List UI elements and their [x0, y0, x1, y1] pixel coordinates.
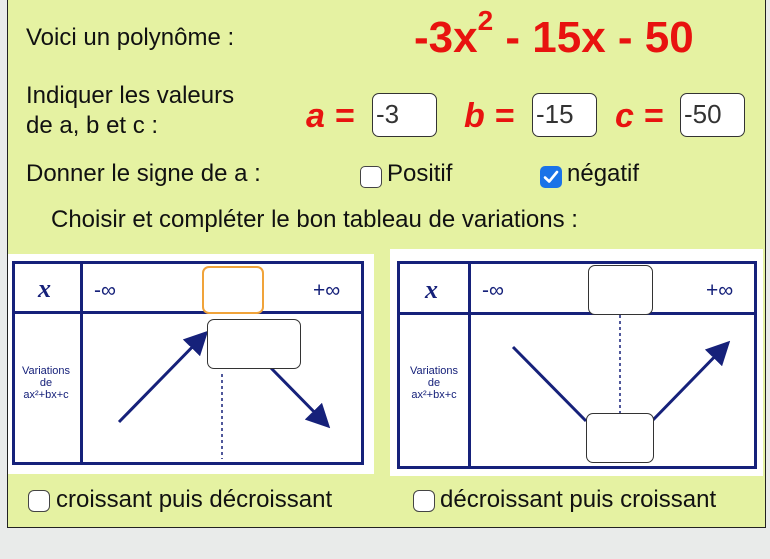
poly-exponent: 2: [477, 5, 494, 36]
min-value-input[interactable]: [586, 413, 654, 463]
minus-infinity-label: -∞: [94, 279, 116, 302]
variation-table-left-card[interactable]: [8, 254, 374, 474]
b-input[interactable]: -15: [532, 93, 597, 137]
a-input[interactable]: -3: [372, 93, 437, 137]
decreasing-increasing-arrows: [390, 249, 763, 476]
variations-label-line3: ax²+bx+c: [411, 389, 457, 401]
a-label: a =: [306, 97, 355, 135]
polynomial-expression: [414, 5, 694, 62]
variations-label-line1: Variations: [21, 365, 71, 377]
x-symbol: x: [38, 274, 51, 303]
c-label: c =: [615, 97, 664, 135]
max-value-input[interactable]: [207, 319, 301, 369]
increasing-decreasing-arrows: [8, 254, 374, 474]
choice-left-checkbox[interactable]: [28, 490, 50, 512]
negative-label[interactable]: négatif: [567, 160, 640, 187]
plus-infinity-label: +∞: [706, 279, 734, 302]
variations-instruction: Choisir et compléter le bon tableau de variations :: [51, 206, 578, 233]
exercise-panel: [7, 0, 766, 528]
x-symbol: x: [425, 275, 438, 304]
choice-left-label[interactable]: croissant puis décroissant: [56, 486, 333, 513]
choice-right-checkbox[interactable]: [413, 490, 435, 512]
minus-infinity-label: -∞: [482, 279, 504, 302]
variations-label-line2: de: [39, 377, 53, 389]
positive-checkbox[interactable]: [360, 166, 382, 188]
c-input[interactable]: -50: [680, 93, 745, 137]
negative-checkbox[interactable]: [540, 166, 562, 188]
coef-prompt-line1: Indiquer les valeurs: [26, 82, 235, 109]
coef-prompt-line2: de a, b et c :: [26, 112, 159, 139]
sign-prompt: Donner le signe de a :: [26, 160, 261, 187]
positive-label[interactable]: Positif: [387, 160, 453, 187]
variations-label-line2: de: [427, 377, 441, 389]
variation-table-right-card[interactable]: [390, 249, 763, 476]
intro-text: Voici un polynôme :: [26, 24, 235, 51]
b-label: b =: [464, 97, 515, 135]
plus-infinity-label: +∞: [313, 279, 341, 302]
x-extremum-input[interactable]: [202, 266, 264, 314]
variations-label-line3: ax²+bx+c: [23, 389, 69, 401]
poly-leading-term: -3x: [414, 13, 478, 62]
checkmark-icon: [543, 169, 559, 185]
x-extremum-input[interactable]: [588, 265, 653, 315]
variations-label-line1: Variations: [409, 365, 459, 377]
choice-right-label[interactable]: décroissant puis croissant: [440, 486, 717, 513]
poly-remaining-terms: - 15x - 50: [493, 13, 694, 62]
